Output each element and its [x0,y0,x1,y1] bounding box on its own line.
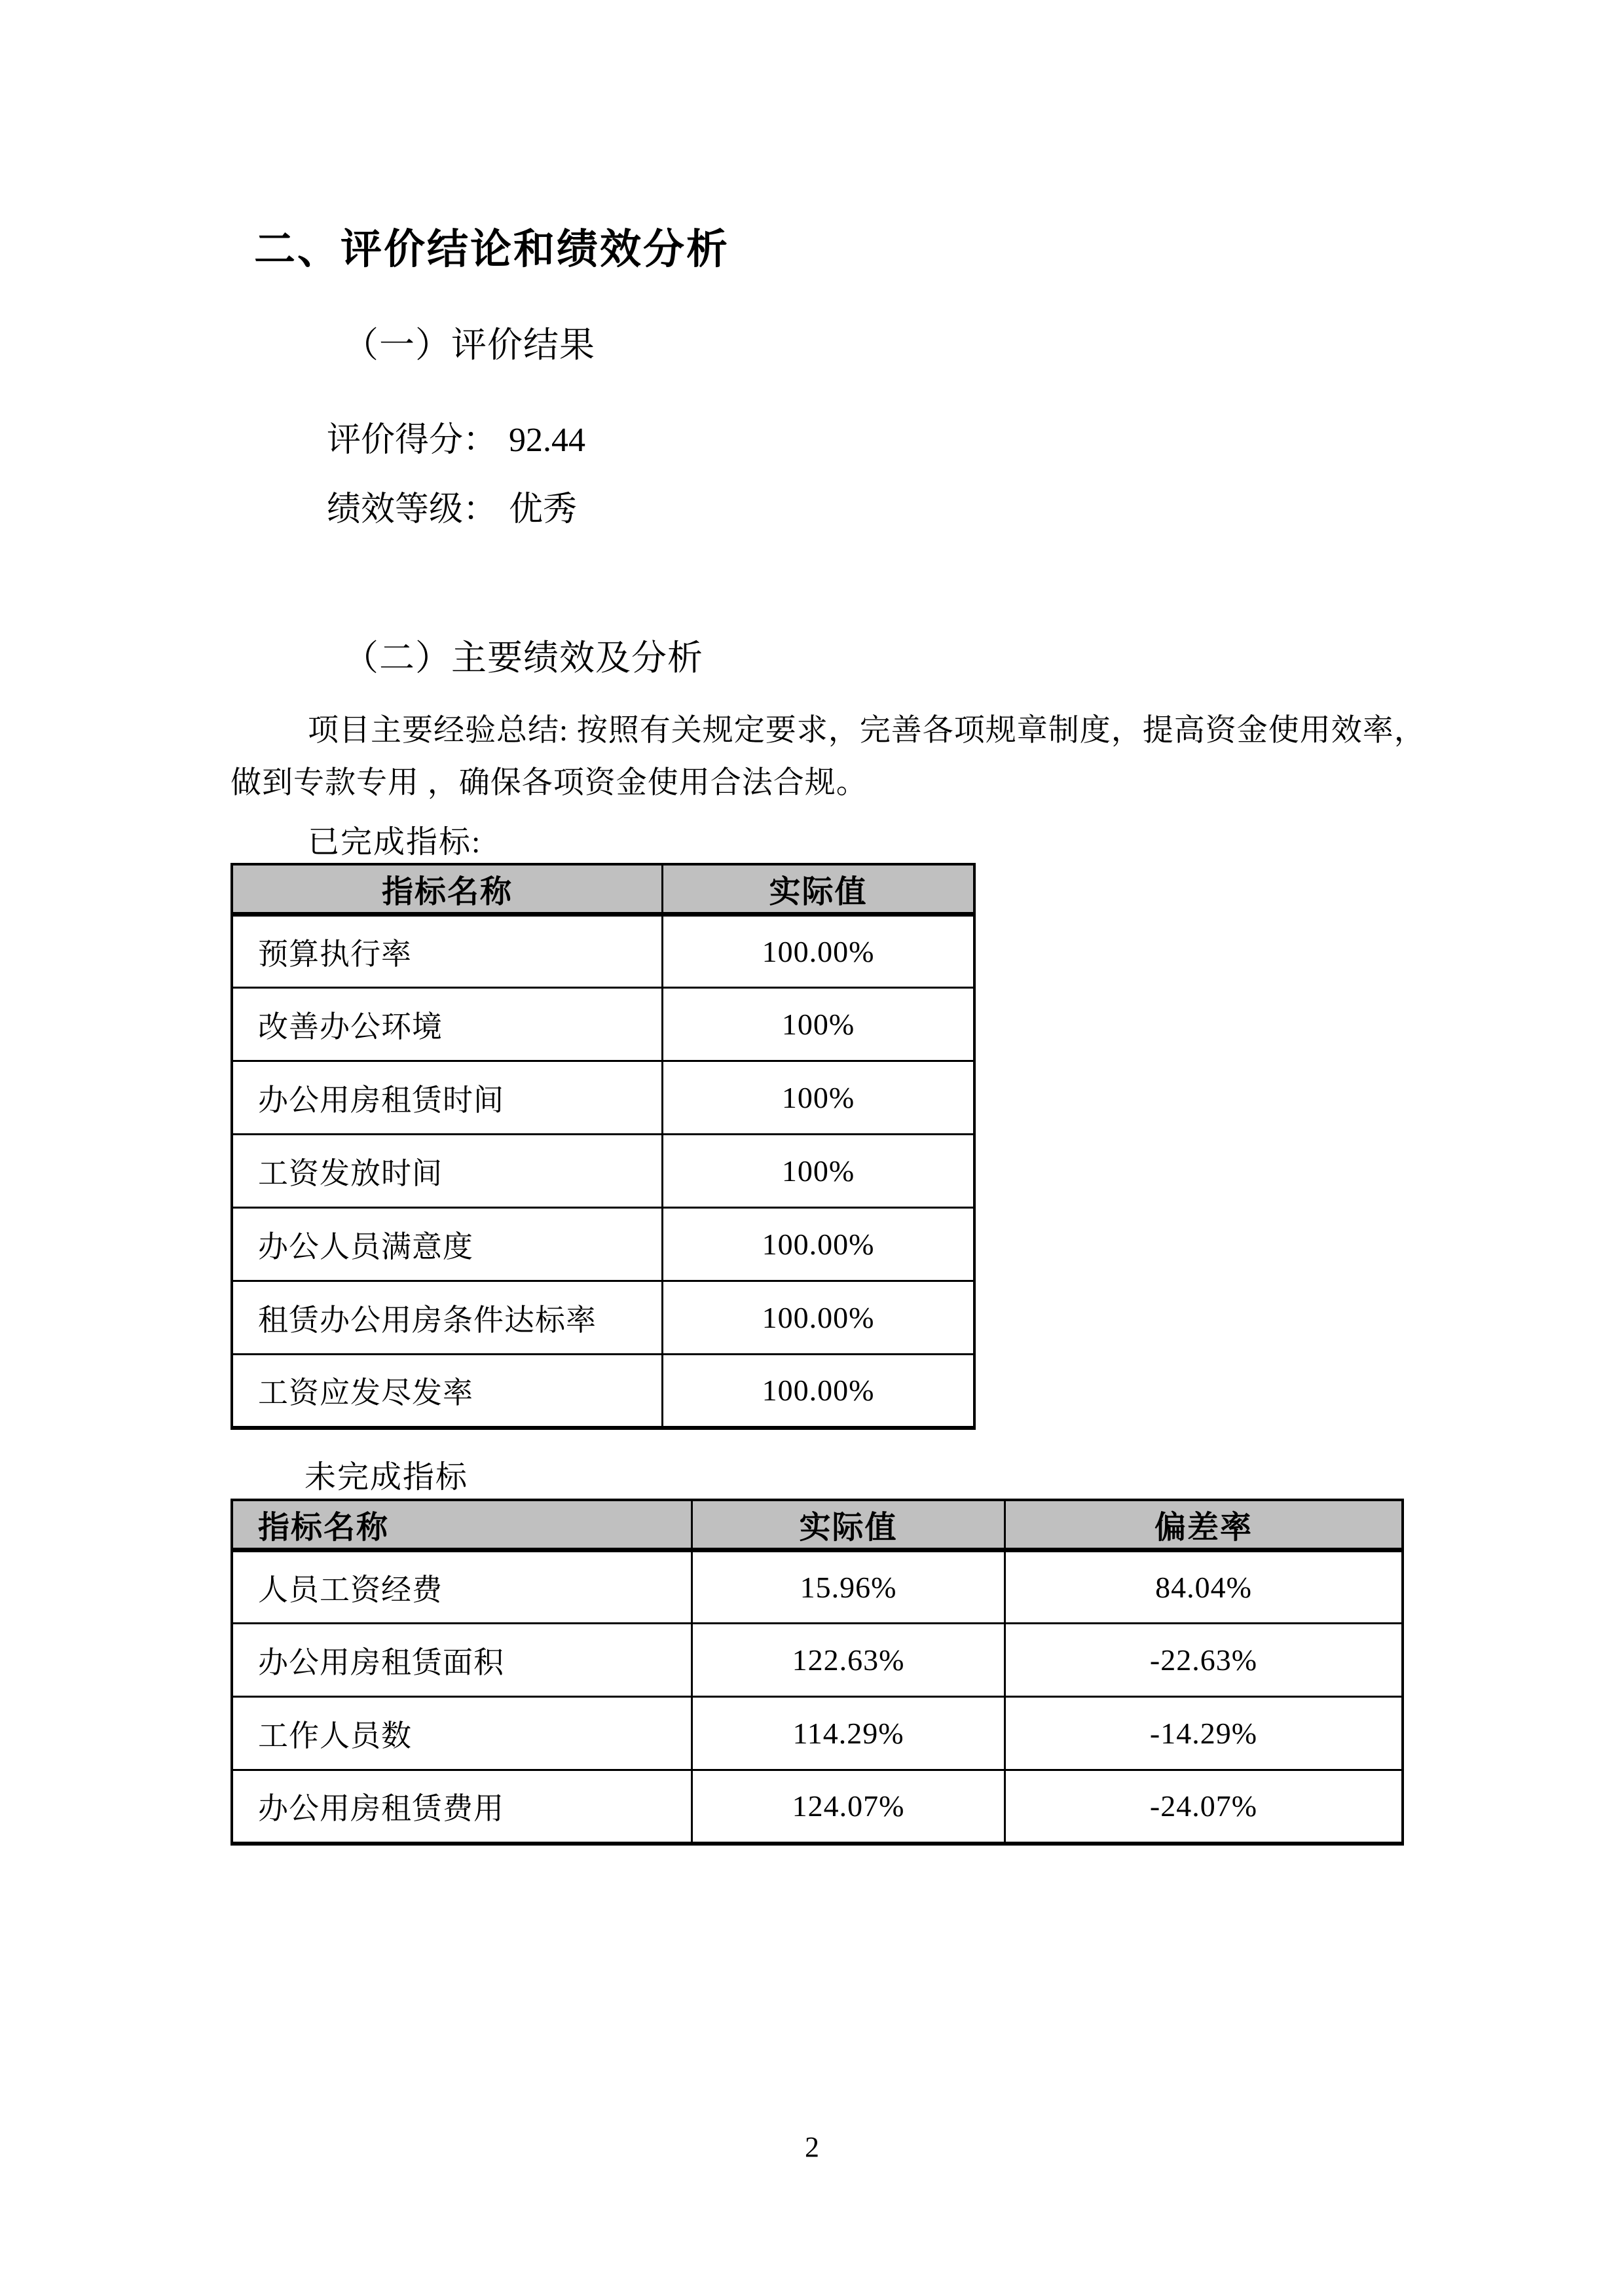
indicator-name-cell: 人员工资经费 [232,1550,692,1624]
indicator-name-cell: 租赁办公用房条件达标率 [232,1281,663,1355]
value-cell: -24.07% [1005,1770,1403,1844]
page-number: 2 [805,2131,819,2163]
table-header-row [232,1500,1403,1550]
indicator-name-cell: 办公用房租赁费用 [232,1770,692,1844]
table-row [232,1697,1403,1770]
indicator-name-cell: 工资应发尽发率 [232,1355,663,1428]
table-row [232,1550,1403,1624]
table-row [232,1355,974,1428]
value-cell: 15.96% [692,1550,1005,1624]
value-cell: 122.63% [692,1624,1005,1697]
table-row [232,1624,1403,1697]
value-cell: 84.04% [1005,1550,1403,1624]
value-cell: 124.07% [692,1770,1005,1844]
summary-paragraph [231,704,1426,809]
indicator-name-cell: 办公用房租赁面积 [232,1624,692,1697]
indicator-name-cell: 工作人员数 [232,1697,692,1770]
table-row [232,1061,974,1135]
value-cell: 100% [663,1135,975,1208]
value-cell: -22.63% [1005,1624,1403,1697]
column-header: 指标名称 [232,864,663,915]
table-header-row [232,864,974,915]
grade-label: 绩效等级： [327,491,498,528]
column-header: 实际值 [663,864,975,915]
value-cell: 100.00% [663,1208,975,1281]
value-cell: -14.29% [1005,1697,1403,1770]
page-title: 二、评价结论和绩效分析 [254,227,729,272]
indicator-name-cell: 工资发放时间 [232,1135,663,1208]
value-cell: 100.00% [663,915,975,988]
uncompleted-indicators-table [231,1499,1404,1846]
paragraph-line: 项目主要经验总结: 按照有关规定要求，完善各项规章制度，提高资金使用效率， [308,714,1426,748]
table-row [232,915,974,988]
value-cell: 100.00% [663,1281,975,1355]
score-label: 评价得分： [327,422,498,459]
table-row [232,1281,974,1355]
score-line [327,412,585,461]
grade-line [327,481,577,530]
value-cell: 100% [663,988,975,1061]
completed-indicators-label: 已完成指标: [308,825,482,860]
completed-indicators-table [231,863,976,1430]
table-row [232,1208,974,1281]
score-value: 92.44 [509,422,586,459]
value-cell: 114.29% [692,1697,1005,1770]
paragraph-line: 做到专款专用 ，确保各项资金使用合法合规。 [231,766,868,800]
section-two-heading: （二）主要绩效及分析 [343,638,703,678]
table-row [232,1770,1403,1844]
indicator-name-cell: 办公人员满意度 [232,1208,663,1281]
column-header: 实际值 [692,1500,1005,1550]
table-row [232,1135,974,1208]
value-cell: 100.00% [663,1355,975,1428]
indicator-name-cell: 预算执行率 [232,915,663,988]
column-header: 偏差率 [1005,1500,1403,1550]
section-one-heading: （一）评价结果 [343,325,595,365]
table-row [232,988,974,1061]
uncompleted-indicators-label: 未完成指标 [304,1460,469,1495]
column-header: 指标名称 [232,1500,692,1550]
grade-value: 优秀 [509,491,578,528]
indicator-name-cell: 改善办公环境 [232,988,663,1061]
value-cell: 100% [663,1061,975,1135]
indicator-name-cell: 办公用房租赁时间 [232,1061,663,1135]
